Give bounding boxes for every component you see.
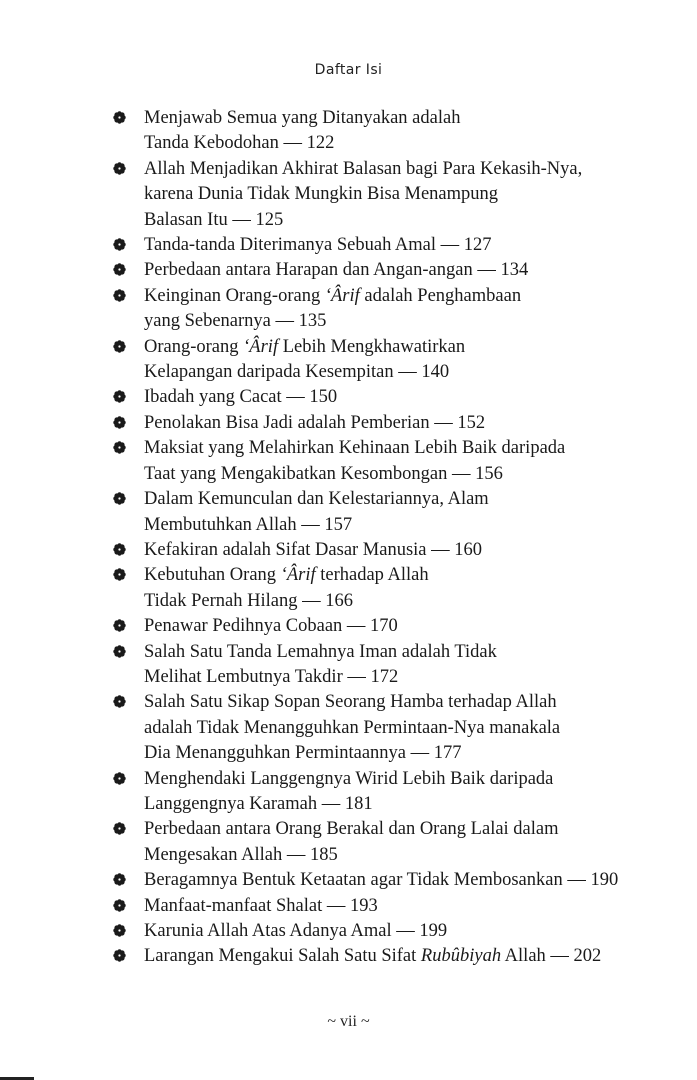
toc-entry-line (144, 767, 613, 792)
toc-entry-line (144, 690, 613, 715)
toc-entry-line (144, 640, 613, 665)
flower-bullet-icon (113, 441, 126, 454)
flower-bullet-icon (113, 416, 126, 429)
toc-entry-line (144, 385, 613, 410)
toc-entry[interactable] (113, 385, 613, 410)
toc-entry-text: Karunia Allah Atas Adanya Amal — 199 (144, 921, 448, 941)
toc-entry-text: Penawar Pedihnya Cobaan — 170 (144, 616, 398, 637)
toc-entry-text: karena Dunia Tidak Mungkin Bisa Menampung (144, 184, 499, 205)
toc-entry[interactable] (113, 894, 613, 919)
toc-entry[interactable] (113, 538, 613, 563)
toc-entry-text: Keinginan Orang-orang (144, 285, 325, 306)
toc-entry-text: Allah Menjadikan Akhirat Balasan bagi Para Kekasih-Nya, (144, 158, 583, 179)
toc-entry-text: Perbedaan antara Harapan dan Angan-angan — 134 (144, 260, 529, 281)
toc-entry[interactable] (113, 563, 613, 614)
toc-entry-italic-term: Rubûbiyah (420, 946, 502, 967)
toc-entry[interactable] (113, 868, 619, 893)
toc-entry[interactable] (113, 106, 613, 157)
page-number: ~ vii ~ (327, 1013, 370, 1030)
running-header: Daftar Isi (314, 62, 383, 78)
toc-entry-line (144, 843, 613, 868)
flower-bullet-icon (113, 390, 126, 403)
toc-entry-text: Tidak Pernah Hilang — 166 (144, 590, 353, 611)
toc-entry[interactable] (113, 614, 613, 639)
toc-entry-line (144, 665, 613, 690)
toc-entry-text: terhadap Allah (315, 565, 429, 586)
toc-entry-line (144, 589, 613, 614)
toc-entry-text: Beragamnya Bentuk Ketaatan agar Tidak Membosankan — 190 (144, 870, 619, 891)
toc-entry-text: Membutuhkan Allah — 157 (144, 514, 353, 535)
flower-bullet-icon (113, 645, 126, 658)
toc-entry-text: Maksiat yang Melahirkan Kehinaan Lebih Baik daripada (144, 438, 566, 459)
toc-entry-line (144, 868, 619, 893)
toc-entry-text: Menghendaki Langgengnya Wirid Lebih Baik daripada (144, 768, 554, 789)
toc-entry-line (144, 131, 613, 156)
flower-bullet-icon (113, 492, 126, 505)
toc-entry-text: Manfaat-manfaat Shalat — 193 (144, 895, 378, 916)
toc-entry-line (144, 563, 613, 588)
flower-bullet-icon (113, 543, 126, 556)
toc-entry-line (144, 360, 613, 385)
toc-entry-line (144, 182, 613, 207)
flower-bullet-icon (113, 949, 126, 962)
toc-entry-line (144, 944, 613, 969)
toc-entry[interactable] (113, 284, 613, 335)
toc-entry-text: Tanda-tanda Diterimanya Sebuah Amal — 127 (144, 235, 492, 256)
toc-entry-line (144, 741, 613, 766)
toc-entry-line (144, 157, 613, 182)
toc-entry-text: Menjawab Semua yang Ditanyakan adalah (144, 108, 461, 128)
toc-entry-text: Mengesakan Allah — 185 (144, 844, 338, 865)
flower-bullet-icon (113, 899, 126, 912)
toc-entry-text: Melihat Lembutnya Takdir — 172 (144, 666, 399, 687)
toc-entry-line (144, 208, 613, 233)
toc-entry-line (144, 716, 613, 741)
toc-entry-text: Kefakiran adalah Sifat Dasar Manusia — 160 (144, 539, 483, 560)
toc-entry-text: Salah Satu Tanda Lemahnya Iman adalah Tidak (144, 641, 497, 662)
toc-entry-line (144, 487, 613, 512)
toc-entry-line (144, 284, 613, 309)
toc-entry[interactable] (113, 258, 613, 283)
toc-entry[interactable] (113, 157, 613, 233)
toc-entry-line (144, 894, 613, 919)
flower-bullet-icon (113, 238, 126, 251)
flower-bullet-icon (113, 619, 126, 632)
toc-entry-line (144, 462, 613, 487)
toc-entry-text: Langgengnya Karamah — 181 (144, 793, 373, 814)
toc-entry[interactable] (113, 640, 613, 691)
toc-entry-text: Salah Satu Sikap Sopan Seorang Hamba terhadap Allah (144, 692, 557, 713)
toc-entry-text: Kebutuhan Orang (144, 565, 281, 586)
toc-entry-line (144, 436, 613, 461)
toc-entry-text: Lebih Mengkhawatirkan (278, 336, 466, 357)
flower-bullet-icon (113, 340, 126, 353)
toc-entry-text: Dalam Kemunculan dan Kelestariannya, Alam (144, 489, 489, 510)
toc-entry[interactable] (113, 335, 613, 386)
flower-bullet-icon (113, 924, 126, 937)
flower-bullet-icon (113, 772, 126, 785)
toc-entry-line (144, 919, 613, 944)
toc-entry-text: Allah — 202 (501, 946, 602, 967)
toc-entry-text: Larangan Mengakui Salah Satu Sifat (144, 946, 421, 967)
toc-entry-line (144, 258, 613, 283)
toc-entry-text: Taat yang Mengakibatkan Kesombongan — 156 (144, 463, 503, 484)
toc-entry-line (144, 335, 613, 360)
toc-entry[interactable] (113, 919, 613, 944)
toc-entry-text: adalah Penghambaan (359, 285, 522, 306)
flower-bullet-icon (113, 873, 126, 886)
toc-entry-line (144, 538, 613, 563)
toc-entry[interactable] (113, 690, 613, 766)
toc-entry-line (144, 513, 613, 538)
flower-bullet-icon (113, 568, 126, 581)
toc-entry[interactable] (113, 233, 613, 258)
flower-bullet-icon (113, 263, 126, 276)
toc-entry-line (144, 614, 613, 639)
toc-entry-text: Perbedaan antara Orang Berakal dan Orang Lalai dalam (144, 819, 559, 840)
toc-entry-line (144, 411, 613, 436)
toc-entry-italic-term: ‘Ârif (280, 565, 316, 586)
flower-bullet-icon (113, 162, 126, 175)
toc-entry[interactable] (113, 817, 613, 868)
toc-entry-text: Penolakan Bisa Jadi adalah Pemberian — 152 (144, 412, 486, 433)
toc-entry-text: Ibadah yang Cacat — 150 (144, 387, 338, 408)
toc-entry-text: adalah Tidak Menangguhkan Permintaan-Nya manakala (144, 717, 561, 738)
toc-entry[interactable] (113, 436, 613, 487)
toc-entry-text: Balasan Itu — 125 (144, 209, 284, 230)
flower-bullet-icon (113, 695, 126, 708)
toc-entry[interactable] (113, 944, 613, 969)
table-of-contents (113, 106, 619, 970)
toc-entry-text: Tanda Kebodohan — 122 (144, 133, 335, 154)
flower-bullet-icon (113, 111, 126, 124)
toc-entry-line (144, 233, 613, 258)
flower-bullet-icon (113, 822, 126, 835)
toc-entry-text: yang Sebenarnya — 135 (144, 311, 327, 332)
toc-entry-italic-term: ‘Ârif (243, 336, 279, 357)
toc-entry[interactable] (113, 487, 613, 538)
toc-entry[interactable] (113, 767, 613, 818)
toc-entry-line (144, 792, 613, 817)
toc-entry-line (144, 106, 613, 131)
toc-entry-line (144, 817, 613, 842)
toc-entry-italic-term: ‘Ârif (324, 285, 360, 306)
toc-entry-text: Kelapangan daripada Kesempitan — 140 (144, 362, 450, 383)
toc-entry-text: Orang-orang (144, 336, 244, 357)
flower-bullet-icon (113, 289, 126, 302)
toc-entry-text: Dia Menangguhkan Permintaannya — 177 (144, 743, 462, 764)
toc-entry-line (144, 309, 613, 334)
toc-entry[interactable] (113, 411, 613, 436)
